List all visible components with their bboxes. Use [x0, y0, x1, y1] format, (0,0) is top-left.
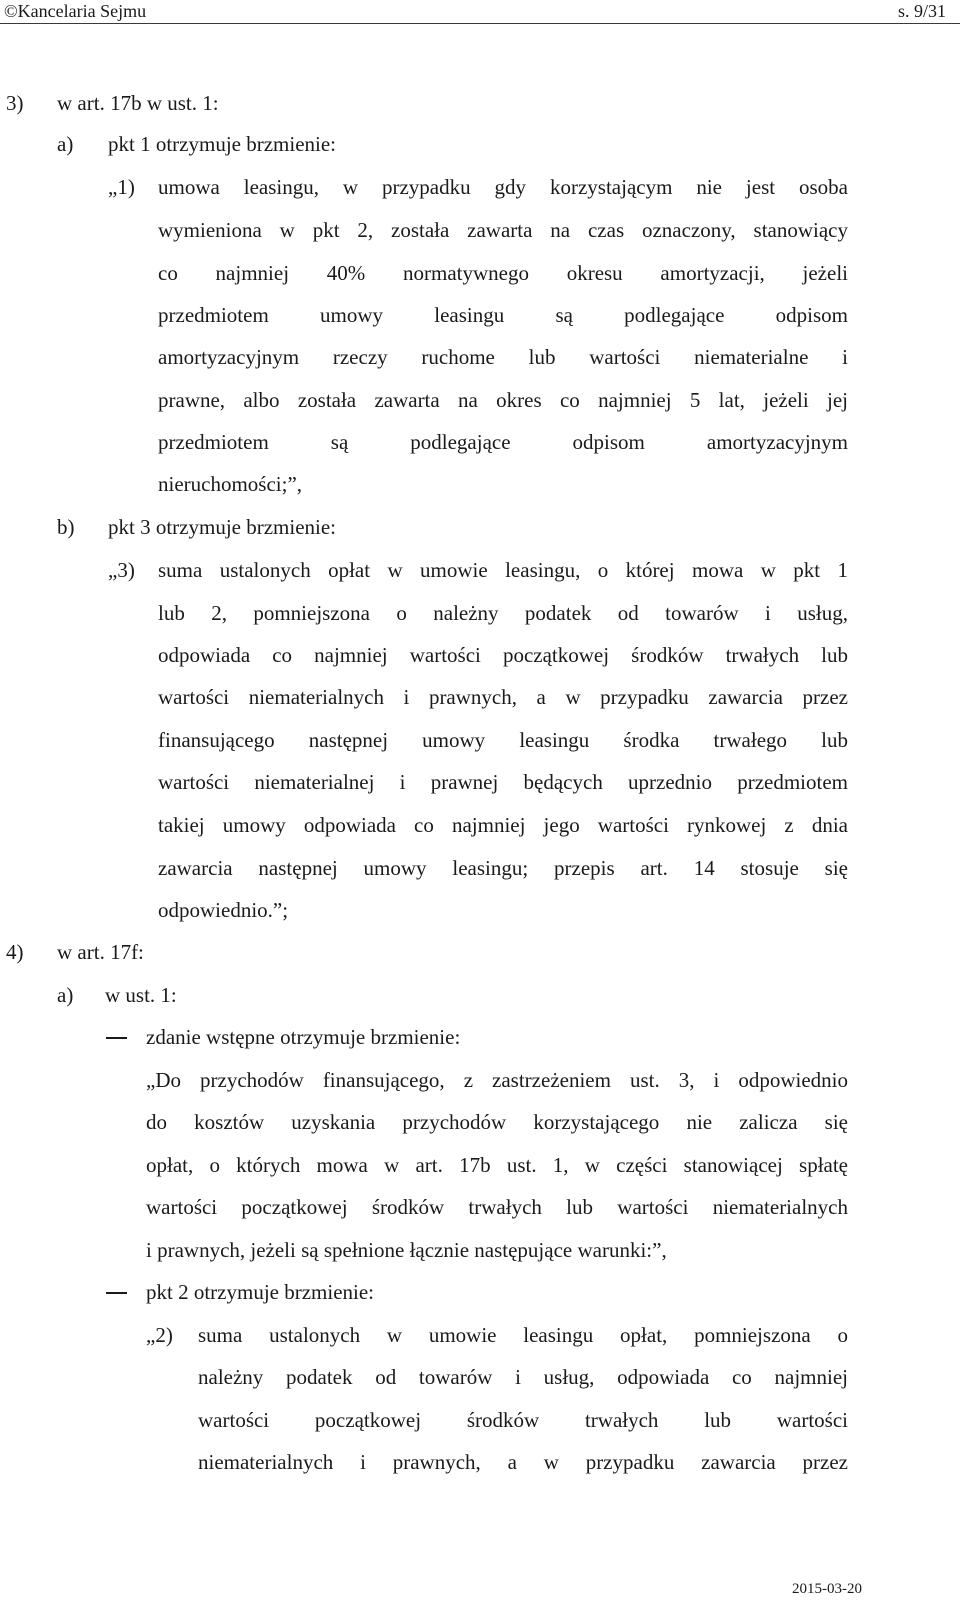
- text-line: wartości początkowej środków trwałych lub wartości: [198, 1408, 848, 1432]
- text-line: prawne, albo została zawarta na okres co najmniej 5 lat, jeżeli jej: [158, 388, 848, 412]
- text-line: odpowiednio.”;: [158, 898, 289, 922]
- item-3a-label: a): [57, 132, 74, 156]
- text-line: i prawnych, jeżeli są spełnione łącznie następujące warunki:”,: [146, 1238, 667, 1262]
- page-number: s. 9/31: [897, 1, 946, 21]
- item-3-label: 3): [6, 91, 24, 115]
- dash-bullet: [106, 1037, 127, 1039]
- text-line: odpowiada co najmniej wartości początkowej środków trwałych lub: [158, 643, 848, 667]
- text-line: opłat, o których mowa w art. 17b ust. 1, w części stanowiącej spłatę: [146, 1153, 848, 1177]
- text-line: przedmiotem umowy leasingu są podlegające odpisom: [158, 303, 848, 327]
- dash-2-quote-label: „2): [146, 1323, 173, 1347]
- item-3b-quote-label: „3): [108, 558, 135, 582]
- text-line: takiej umowy odpowiada co najmniej jego wartości rynkowej z dnia: [158, 813, 848, 837]
- text-line: wartości początkowej środków trwałych lub wartości niematerialnych: [146, 1195, 848, 1219]
- text-line: nieruchomości;”,: [158, 472, 303, 496]
- text-line: wymieniona w pkt 2, została zawarta na czas oznaczony, stanowiący: [158, 218, 848, 242]
- text-line: niematerialnych i prawnych, a w przypadku zawarcia przez: [198, 1450, 848, 1474]
- item-4a-label: a): [57, 983, 74, 1007]
- dash-bullet: [106, 1292, 127, 1294]
- dash-1-text: zdanie wstępne otrzymuje brzmienie:: [146, 1025, 461, 1049]
- text-line: wartości niematerialnej i prawnej będących uprzednio przedmiotem: [158, 770, 848, 794]
- text-line: suma ustalonych w umowie leasingu opłat, pomniejszona o: [198, 1323, 848, 1347]
- text-line: przedmiotem są podlegające odpisom amortyzacyjnym: [158, 430, 848, 454]
- text-line: zawarcia następnej umowy leasingu; przepis art. 14 stosuje się: [158, 856, 848, 880]
- item-3a-text: pkt 1 otrzymuje brzmienie:: [108, 132, 337, 156]
- item-4-text: w art. 17f:: [57, 940, 144, 964]
- item-4a-text: w ust. 1:: [105, 983, 177, 1007]
- item-3-text: w art. 17b w ust. 1:: [57, 91, 219, 115]
- text-line: suma ustalonych opłat w umowie leasingu, o której mowa w pkt 1: [158, 558, 848, 582]
- text-line: należny podatek od towarów i usług, odpowiada co najmniej: [198, 1365, 848, 1389]
- item-3b-label: b): [57, 515, 75, 539]
- footer-date: 2015-03-20: [792, 1581, 862, 1597]
- text-line: co najmniej 40% normatywnego okresu amortyzacji, jeżeli: [158, 261, 848, 285]
- item-3b-text: pkt 3 otrzymuje brzmienie:: [108, 515, 337, 539]
- item-3a-quote-label: „1): [108, 175, 135, 199]
- text-line: finansującego następnej umowy leasingu środka trwałego lub: [158, 728, 848, 752]
- text-line: amortyzacyjnym rzeczy ruchome lub wartości niematerialne i: [158, 345, 848, 369]
- text-line: wartości niematerialnych i prawnych, a w przypadku zawarcia przez: [158, 685, 848, 709]
- dash-2-text: pkt 2 otrzymuje brzmienie:: [146, 1280, 375, 1304]
- text-line: umowa leasingu, w przypadku gdy korzystającym nie jest osoba: [158, 175, 848, 199]
- text-line: do kosztów uzyskania przychodów korzystającego nie zalicza się: [146, 1110, 848, 1134]
- text-line: „Do przychodów finansującego, z zastrzeżeniem ust. 3, i odpowiednio: [146, 1068, 848, 1092]
- header-source: ©Kancelaria Sejmu: [4, 1, 147, 21]
- text-line: lub 2, pomniejszona o należny podatek od towarów i usług,: [158, 601, 848, 625]
- item-4-label: 4): [6, 940, 24, 964]
